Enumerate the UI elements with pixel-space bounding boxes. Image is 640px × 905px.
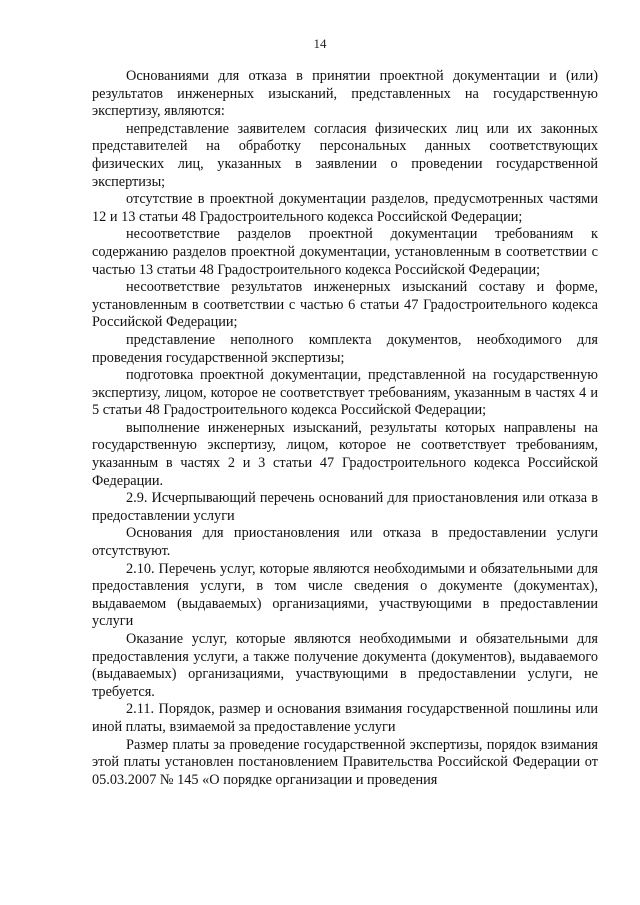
- paragraph-not-required: Оказание услуг, которые являются необходимыми и обязательными для предоставления услуги, а также получение документа (документов), выдаваемого (выдаваемых) организациями, участвующими в предоставлении услуги, не требуется.: [92, 631, 598, 700]
- paragraph-sections-mismatch: несоответствие разделов проектной документации требованиям к содержанию разделов проектной документации, установленным в соответствии с частью 13 статьи 48 Градостроительного кодекса Российской Федерации;: [92, 226, 598, 278]
- paragraph-no-consent: непредставление заявителем согласия физических лиц или их законных представителей на обработку персональных данных соответствующих физических лиц, указанных в заявлении о проведении государственной экспертизы;: [92, 120, 598, 190]
- paragraph-no-grounds: Основания для приостановления или отказа в предоставлении услуги отсутствуют.: [92, 525, 598, 560]
- section-heading-2-11: 2.11. Порядок, размер и основания взимания государственной пошлины или иной платы, взимаемой за предоставление услуги: [92, 701, 598, 735]
- paragraph-fee: Размер платы за проведение государственной экспертизы, порядок взимания этой платы установлен постановлением Правительства Российской Федерации от 05.03.2007 № 145 «О порядке организации и проведения: [92, 736, 598, 788]
- paragraph-surveys-mismatch: несоответствие результатов инженерных изысканий составу и форме, установленным в соответствии с частью 6 статьи 47 Градостроительного кодекса Российской Федерации;: [92, 279, 598, 331]
- paragraph-survey-person: выполнение инженерных изысканий, результаты которых направлены на государственную экспертизу, лицом, которое не соответствует требованиям, указанным в частях 2 и 3 статьи 47 Градостроительного кодекса Российской Федерации.: [92, 419, 598, 489]
- paragraph-refusal-grounds-intro: Основаниями для отказа в принятии проектной документации и (или) результатов инженерных изысканий, представленных на государственную экспертизу, являются:: [92, 68, 598, 120]
- page-number: 14: [313, 36, 327, 51]
- paragraph-design-person: подготовка проектной документации, представленной на государственную экспертизу, лицом, которое не соответствует требованиям, указанным в частях 4 и 5 статьи 48 Градостроительного кодекса Российской Федерации;: [92, 367, 598, 419]
- paragraph-incomplete-set: представление неполного комплекта документов, необходимого для проведения государственной экспертизы;: [92, 331, 598, 366]
- section-heading-2-10: 2.10. Перечень услуг, которые являются необходимыми и обязательными для предоставления услуги, в том числе сведения о документе (документах), выдаваемом (выдаваемых) организациями, участвующими в предоставлении услуги: [92, 560, 598, 630]
- paragraph-missing-sections: отсутствие в проектной документации разделов, предусмотренных частями 12 и 13 статьи 48 Градостроительного кодекса Российской Федерации;: [92, 191, 598, 225]
- section-heading-2-9: 2.9. Исчерпывающий перечень оснований для приостановления или отказа в предоставлении услуги: [92, 490, 598, 524]
- document-body: [92, 68, 598, 789]
